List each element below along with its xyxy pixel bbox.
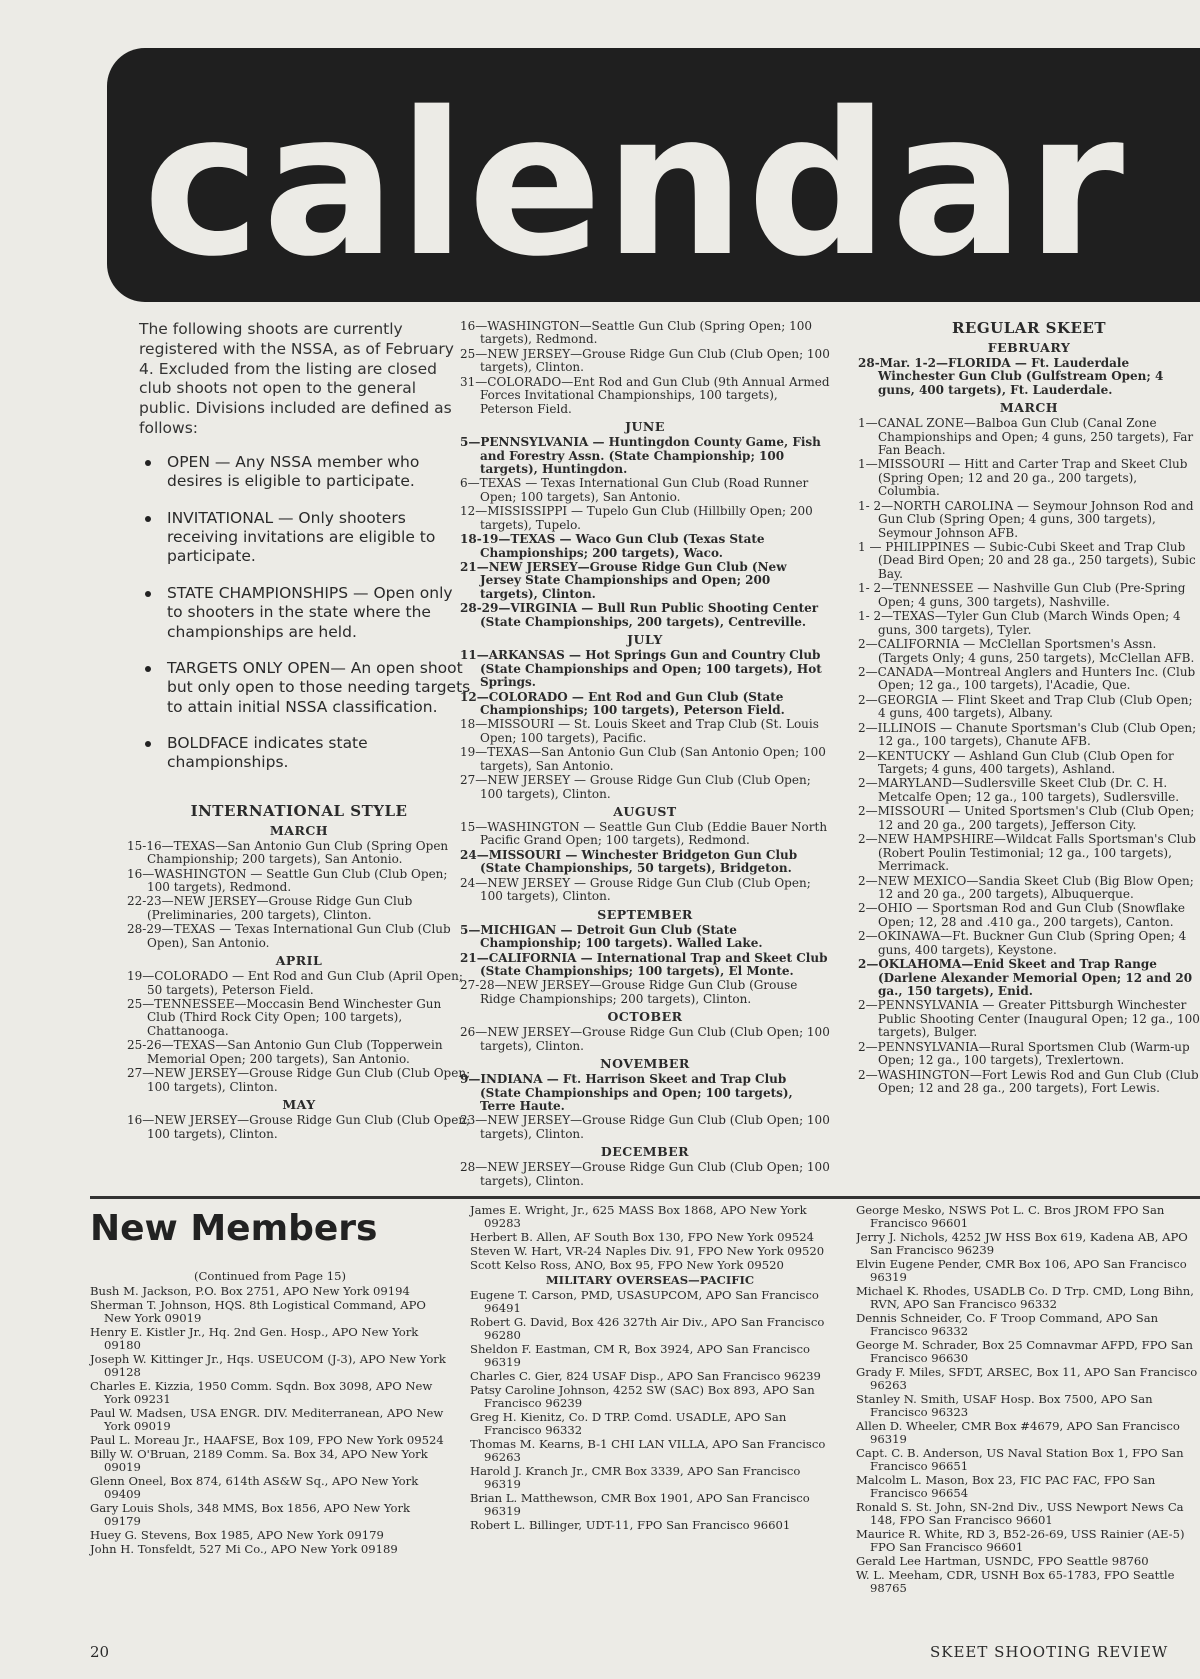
event-entry: 5—PENNSYLVANIA — Huntingdon County Game, Fish and Forestry Assn. (State Championship; 100 targets), Huntingdon. (460, 435, 821, 476)
member-entry: James E. Wright, Jr., 625 MASS Box 1868, APO New York 09283 (470, 1203, 807, 1230)
bullet-icon (145, 460, 151, 466)
event-entry: 12—MISSISSIPPI — Tupelo Gun Club (Hillbilly Open; 200 targets), Tupelo. (460, 504, 813, 532)
event-entry: 16—WASHINGTON — Seattle Gun Club (Club Open; 100 targets), Redmond. (127, 866, 448, 894)
definition-text: TARGETS ONLY OPEN— An open shoot but only open to those needing targets to attain initial NSSA classification. (167, 658, 471, 716)
event-entry: 1- 2—TENNESSEE — Nashville Gun Club (Pre-Spring Open; 4 guns, 300 targets), Nashville. (858, 581, 1186, 609)
members-column-2 (470, 1204, 830, 1533)
definition-text: INVITATIONAL — Only shooters receiving invitations are eligible to participate. (167, 508, 436, 566)
event-entry: 15-16—TEXAS—San Antonio Gun Club (Spring Open Championship; 200 targets), San Antonio. (127, 838, 449, 867)
event-entry: 18—MISSOURI — St. Louis Skeet and Trap Club (St. Louis Open; 100 targets), Pacific. (460, 717, 819, 745)
event-entry: 2—GEORGIA — Flint Skeet and Trap Club (Club Open; 4 guns, 400 targets), Albany. (858, 692, 1193, 721)
member-entry: Michael K. Rhodes, USADLB Co. D Trp. CMD, Long Bihn, RVN, APO San Francisco 96332 (856, 1283, 1194, 1311)
definition-item (157, 584, 471, 642)
event-entry: 11—ARKANSAS — Hot Springs Gun and Country Club (State Championships and Open; 100 targets), Hot Springs. (460, 648, 822, 690)
event-entry: 2—OKLAHOMA—Enid Skeet and Trap Range (Darlene Alexander Memorial Open; 12 and 20 ga., 150 targets), Enid. (858, 957, 1193, 999)
event-entry: 26—NEW JERSEY—Grouse Ridge Gun Club (Club Open; 100 targets), Clinton. (460, 1025, 830, 1053)
event-entry: 1 — PHILIPPINES — Subic-Cubi Skeet and Trap Club (Dead Bird Open; 20 and 28 ga., 250 targets), Subic Bay. (858, 540, 1196, 581)
member-entry: Gary Louis Shols, 348 MMS, Box 1856, APO New York 09179 (90, 1500, 411, 1528)
month-heading: AUGUST (613, 804, 677, 819)
publication-name: SKEET SHOOTING REVIEW (930, 1643, 1169, 1661)
definition-text: STATE CHAMPIONSHIPS — Open only to shooters in the state where the championships are held. (167, 583, 453, 641)
event-entry: 1—MISSOURI — Hitt and Carter Trap and Skeet Club (Spring Open; 12 and 20 ga., 200 targets), Columbia. (858, 457, 1188, 499)
member-entry: Joseph W. Kittinger Jr., Hqs. USEUCOM (J-3), APO New York 09128 (90, 1351, 446, 1379)
member-entry: Bush M. Jackson, P.O. Box 2751, APO New York 09194 (90, 1283, 410, 1298)
member-entry: Thomas M. Kearns, B-1 CHI LAN VILLA, APO San Francisco 96263 (470, 1436, 826, 1464)
definition-text: BOLDFACE indicates state championships. (167, 734, 368, 772)
event-entry: 2—PENNSYLVANIA—Rural Sportsmen Club (Warm-up Open; 12 ga., 100 targets), Trexlertown. (858, 1039, 1190, 1068)
event-entry: 19—COLORADO — Ent Rod and Gun Club (April Open; 50 targets), Peterson Field. (127, 969, 463, 997)
calendar-banner (107, 48, 1200, 302)
event-entry: 27—NEW JERSEY—Grouse Ridge Gun Club (Club Open; 100 targets), Clinton. (127, 1066, 471, 1094)
event-entry: 16—NEW JERSEY—Grouse Ridge Gun Club (Club Open; 100 targets), Clinton. (127, 1113, 471, 1141)
member-entry: Eugene T. Carson, PMD, USASUPCOM, APO San Francisco 96491 (470, 1287, 819, 1315)
event-entry: 23—NEW JERSEY—Grouse Ridge Gun Club (Club Open; 100 targets), Clinton. (460, 1113, 830, 1141)
regular-listing (858, 341, 1200, 1096)
month-heading: FEBRUARY (987, 339, 1071, 355)
bullet-icon (145, 591, 151, 597)
event-entry: 5—MICHIGAN — Detroit Gun Club (State Championship; 100 targets). Walled Lake. (460, 922, 763, 951)
member-entry: Paul L. Moreau Jr., HAAFSE, Box 109, FPO New York 09524 (90, 1432, 444, 1447)
member-entry: Scott Kelso Ross, ANO, Box 95, FPO New York 09520 (470, 1257, 784, 1272)
member-entry: Gerald Lee Hartman, USNDC, FPO Seattle 98760 (856, 1553, 1149, 1568)
definition-item (157, 659, 471, 717)
member-entry: Greg H. Kienitz, Co. D TRP. Comd. USADLE, APO San Francisco 96332 (470, 1409, 787, 1437)
member-entry: Sherman T. Johnson, HQS. 8th Logistical Command, APO New York 09019 (90, 1297, 426, 1325)
month-heading: MAY (282, 1097, 316, 1113)
member-entry: Harold J. Kranch Jr., CMR Box 3339, APO San Francisco 96319 (470, 1463, 801, 1491)
member-entry: Grady F. Miles, SFDT, ARSEC, Box 11, APO San Francisco 96263 (856, 1364, 1198, 1392)
intro-paragraph: The following shoots are currently registered with the NSSA, as of February 4. Excluded from the listing are closed club shoots not open to the general public. Divisions included are defined as follows: (139, 320, 454, 438)
member-entry: Robert L. Billinger, UDT-11, FPO San Francisco 96601 (470, 1517, 791, 1532)
event-entry: 28-29—VIRGINIA — Bull Run Public Shooting Center (State Championships, 200 targets), Centreville. (460, 601, 819, 629)
member-entry: Malcolm L. Mason, Box 23, FIC PAC FAC, FPO San Francisco 96654 (856, 1472, 1156, 1500)
event-entry: 16—WASHINGTON—Seattle Gun Club (Spring Open; 100 targets), Redmond. (460, 319, 812, 347)
member-entry: Dennis Schneider, Co. F Troop Command, APO San Francisco 96332 (856, 1310, 1159, 1338)
definition-item (157, 453, 471, 492)
definition-text: OPEN — Any NSSA member who desires is eligible to participate. (167, 452, 420, 491)
event-entry: 28-29—TEXAS — Texas International Gun Club (Club Open), San Antonio. (127, 922, 451, 950)
event-entry: 25—NEW JERSEY—Grouse Ridge Gun Club (Club Open; 100 targets), Clinton. (460, 346, 830, 375)
member-entry: Jerry J. Nichols, 4252 JW HSS Box 619, Kadena AB, APO San Francisco 96239 (856, 1229, 1188, 1257)
member-entry: Steven W. Hart, VR-24 Naples Div. 91, FPO New York 09520 (470, 1243, 825, 1258)
event-entry: 2—OKINAWA—Ft. Buckner Gun Club (Spring Open; 4 guns, 400 targets), Keystone. (858, 929, 1187, 957)
event-entry: 21—NEW JERSEY—Grouse Ridge Gun Club (New Jersey State Championships and Open; 200 targets), Clinton. (460, 560, 787, 601)
event-entry: 21—CALIFORNIA — International Trap and Skeet Club (State Championships; 100 targets), El Monte. (460, 950, 828, 978)
event-entry: 9—INDIANA — Ft. Harrison Skeet and Trap Club (State Championships and Open; 100 targets), Terre Haute. (460, 1072, 793, 1113)
member-entry: Maurice R. White, RD 3, B52-26-69, USS Rainier (AE-5) FPO San Francisco 96601 (856, 1526, 1185, 1554)
international-part-2 (460, 320, 830, 1188)
event-entry: 18-19—TEXAS — Waco Gun Club (Texas State Championships; 200 targets), Waco. (460, 532, 765, 560)
member-entry: Robert G. David, Box 426 327th Air Div., APO San Francisco 96280 (470, 1314, 825, 1342)
event-entry: 31—COLORADO—Ent Rod and Gun Club (9th Annual Armed Forces Invitational Championships, 100 targets), Peterson Field. (460, 374, 830, 416)
month-heading: NOVEMBER (600, 1056, 690, 1072)
member-entry: Elvin Eugene Pender, CMR Box 106, APO San Francisco 96319 (856, 1256, 1187, 1284)
month-heading: JULY (627, 632, 663, 648)
month-heading: JUNE (625, 419, 665, 435)
month-heading: SEPTEMBER (597, 906, 693, 922)
event-entry: 2—ILLINOIS — Chanute Sportsman's Club (Club Open; 12 ga., 100 targets), Chanute AFB. (858, 720, 1197, 749)
calendar-column-3 (858, 320, 1200, 1097)
calendar-column-2 (460, 320, 830, 1189)
event-entry: 22-23—NEW JERSEY—Grouse Ridge Gun Club (Preliminaries, 200 targets), Clinton. (127, 894, 413, 922)
member-entry: Allen D. Wheeler, CMR Box #4679, APO San Francisco 96319 (856, 1418, 1180, 1446)
member-entry: Sheldon F. Eastman, CM R, Box 3924, APO San Francisco 96319 (470, 1341, 810, 1369)
members-column-3 (856, 1204, 1200, 1596)
member-entry: Patsy Caroline Johnson, 4252 SW (SAC) Box 893, APO San Francisco 96239 (470, 1382, 815, 1410)
event-entry: 2—OHIO — Sportsman Rod and Gun Club (Snowflake Open; 12, 28 and .410 ga., 200 targets), Canton. (858, 901, 1185, 929)
members-list-2b (470, 1289, 830, 1532)
event-entry: 15—WASHINGTON — Seattle Gun Club (Eddie Bauer North Pacific Grand Open; 100 targets), Redmond. (460, 820, 828, 848)
event-entry: 2—CANADA—Montreal Anglers and Hunters Inc. (Club Open; 12 ga., 100 targets), l'Acadie, Que. (858, 664, 1196, 693)
page-number: 20 (90, 1643, 110, 1661)
international-part-1 (127, 824, 471, 1141)
banner-title: calendar (143, 69, 1127, 300)
month-heading: MARCH (999, 400, 1059, 416)
event-entry: 1- 2—TEXAS—Tyler Gun Club (March Winds Open; 4 guns, 300 targets), Tyler. (858, 609, 1181, 637)
event-entry: 2—MARYLAND—Sudlersville Skeet Club (Dr. C. H. Metcalfe Open; 12 ga., 100 targets), Sudlersville. (858, 776, 1180, 804)
new-members-title: New Members (90, 1208, 378, 1249)
member-entry: Henry E. Kistler Jr., Hq. 2nd Gen. Hosp., APO New York 09180 (90, 1324, 419, 1352)
members-column-1 (90, 1270, 450, 1557)
pacific-heading: MILITARY OVERSEAS—PACIFIC (545, 1272, 755, 1287)
event-entry: 27—NEW JERSEY — Grouse Ridge Gun Club (Club Open; 100 targets), Clinton. (460, 773, 811, 801)
event-entry: 2—KENTUCKY — Ashland Gun Club (Club Open for Targets; 4 guns, 400 targets), Ashland. (858, 748, 1174, 777)
month-heading: MARCH (269, 822, 329, 838)
member-entry: John H. Tonsfeldt, 527 Mi Co., APO New York 09189 (90, 1541, 398, 1556)
member-entry: Huey G. Stevens, Box 1985, APO New York 09179 (90, 1527, 384, 1542)
month-heading: APRIL (275, 953, 323, 969)
member-entry: George M. Schrader, Box 25 Comnavmar AFPD, FPO San Francisco 96630 (856, 1337, 1194, 1365)
definitions-list (157, 453, 471, 773)
month-heading: DECEMBER (600, 1144, 690, 1160)
section-divider (90, 1196, 1200, 1199)
event-entry: 1—CANAL ZONE—Balboa Gun Club (Canal Zone Championships and Open; 4 guns, 250 targets), Far Fan Beach. (858, 416, 1194, 457)
member-entry: Stanley N. Smith, USAF Hosp. Box 7500, APO San Francisco 96323 (856, 1391, 1153, 1419)
member-entry: Paul W. Madsen, USA ENGR. DIV. Mediterranean, APO New York 09019 (90, 1405, 444, 1433)
member-entry: Billy W. O'Bruan, 2189 Comm. Sa. Box 34, APO New York 09019 (90, 1446, 428, 1474)
members-list-1 (90, 1285, 450, 1556)
members-list-3 (856, 1204, 1200, 1595)
event-entry: 19—TEXAS—San Antonio Gun Club (San Antonio Open; 100 targets), San Antonio. (460, 745, 826, 773)
bullet-icon (145, 741, 151, 747)
member-entry: Capt. C. B. Anderson, US Naval Station Box 1, FPO San Francisco 96651 (856, 1445, 1184, 1473)
event-entry: 6—TEXAS — Texas International Gun Club (Road Runner Open; 100 targets), San Antonio. (460, 476, 809, 504)
event-entry: 1- 2—NORTH CAROLINA — Seymour Johnson Rod and Gun Club (Spring Open; 4 guns, 300 targets), Seymour Johnson AFB. (858, 498, 1194, 540)
event-entry: 25—TENNESSEE—Moccasin Bend Winchester Gun Club (Third Rock City Open; 100 targets), Chattanooga. (127, 997, 442, 1038)
calendar-column-1 (127, 320, 471, 1142)
member-entry: Charles E. Kizzia, 1950 Comm. Sqdn. Box 3098, APO New York 09231 (90, 1378, 433, 1406)
member-entry: W. L. Meeham, CDR, USNH Box 65-1783, FPO Seattle 98765 (856, 1567, 1175, 1595)
event-entry: 27-28—NEW JERSEY—Grouse Ridge Gun Club (Grouse Ridge Championships; 200 targets), Clinton. (460, 978, 798, 1006)
event-entry: 2—WASHINGTON—Fort Lewis Rod and Gun Club (Club Open; 12 and 28 ga., 200 targets), Fort Lewis. (858, 1067, 1199, 1096)
regular-heading: REGULAR SKEET (951, 320, 1107, 337)
continued-note: (Continued from Page 15) (193, 1269, 347, 1283)
member-entry: George Mesko, NSWS Pot L. C. Bros JROM FPO San Francisco 96601 (856, 1204, 1165, 1230)
member-entry: Herbert B. Allen, AF South Box 130, FPO New York 09524 (470, 1229, 814, 1244)
event-entry: 2—CALIFORNIA — McClellan Sportsmen's Assn. (Targets Only; 4 guns, 250 targets), McClellan AFB. (858, 637, 1195, 665)
event-entry: 2—PENNSYLVANIA — Greater Pittsburgh Winchester Public Shooting Center (Inaugural Open; 12 ga., 100 targets), Bulger. (858, 998, 1200, 1040)
event-entry: 12—COLORADO — Ent Rod and Gun Club (State Championships; 100 targets), Peterson Field. (460, 689, 785, 717)
bullet-icon (145, 666, 151, 672)
event-entry: 2—NEW HAMPSHIRE—Wildcat Falls Sportsman's Club (Robert Poulin Testimonial; 12 ga., 100 targets), Merrimack. (858, 832, 1196, 874)
definition-item (157, 509, 471, 567)
event-entry: 25-26—TEXAS—San Antonio Gun Club (Topperwein Memorial Open; 200 targets), San Antonio. (127, 1038, 443, 1066)
bullet-icon (145, 516, 151, 522)
members-list-2a (470, 1204, 830, 1272)
event-entry: 2—NEW MEXICO—Sandia Skeet Club (Big Blow Open; 12 and 20 ga., 200 targets), Albuquerque. (858, 873, 1194, 901)
month-heading: OCTOBER (607, 1009, 683, 1025)
event-entry: 24—MISSOURI — Winchester Bridgeton Gun Club (State Championships, 50 targets), Bridgeton. (460, 847, 798, 876)
member-entry: Glenn Oneel, Box 874, 614th AS&W Sq., APO New York 09409 (90, 1473, 419, 1501)
event-entry: 28-Mar. 1-2—FLORIDA — Ft. Lauderdale Winchester Gun Club (Gulfstream Open; 4 guns, 400 targets), Ft. Lauderdale. (858, 355, 1164, 397)
member-entry: Charles C. Gier, 824 USAF Disp., APO San Francisco 96239 (470, 1368, 821, 1383)
member-entry: Brian L. Matthewson, CMR Box 1901, APO San Francisco 96319 (470, 1490, 810, 1518)
event-entry: 2—MISSOURI — United Sportsmen's Club (Club Open; 12 and 20 ga., 200 targets), Jefferson City. (858, 804, 1195, 832)
event-entry: 28—NEW JERSEY—Grouse Ridge Gun Club (Club Open; 100 targets), Clinton. (460, 1160, 830, 1188)
member-entry: Ronald S. St. John, SN-2nd Div., USS Newport News Ca 148, FPO San Francisco 96601 (856, 1499, 1184, 1527)
international-heading: INTERNATIONAL STYLE (190, 801, 408, 820)
event-entry: 24—NEW JERSEY — Grouse Ridge Gun Club (Club Open; 100 targets), Clinton. (460, 875, 811, 904)
definition-item (157, 734, 471, 773)
